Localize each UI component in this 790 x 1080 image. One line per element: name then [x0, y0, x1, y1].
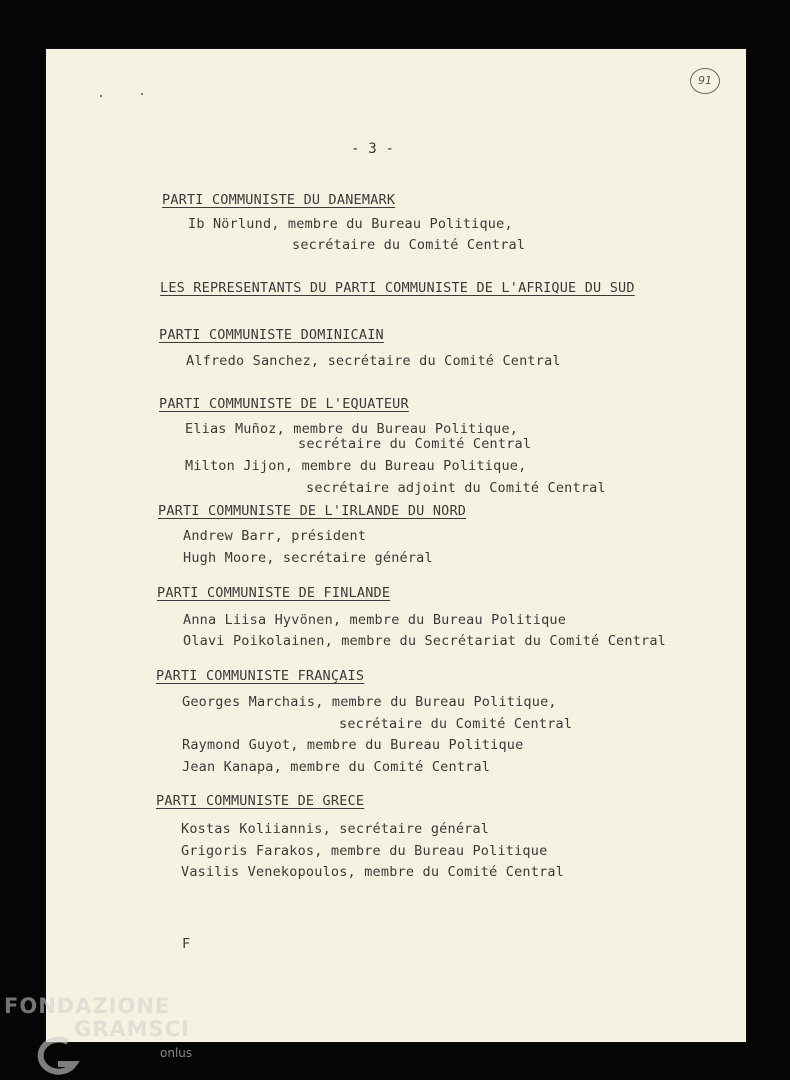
member-line: Georges Marchais, membre du Bureau Politique, [182, 694, 557, 710]
watermark-foundation: FONDAZIONE [4, 994, 171, 1018]
document-page [46, 49, 746, 1042]
member-line: Andrew Barr, président [183, 528, 367, 544]
member-line: Milton Jijon, membre du Bureau Politique, [185, 458, 527, 474]
member-line: Anna Liisa Hyvönen, membre du Bureau Politique [183, 612, 567, 628]
member-line: Jean Kanapa, membre du Comité Central [182, 759, 491, 775]
member-line: secrétaire du Comité Central [298, 436, 532, 452]
party-heading: PARTI COMMUNISTE DE FINLANDE [157, 585, 391, 601]
member-line: Raymond Guyot, membre du Bureau Politique [182, 737, 524, 753]
watermark-logo-icon [30, 1034, 86, 1076]
member-line: Elias Muñoz, membre du Bureau Politique, [185, 421, 519, 437]
member-line: Olavi Poikolainen, membre du Secrétariat du Comité Central [183, 633, 667, 649]
member-line: secrétaire adjoint du Comité Central [306, 480, 606, 496]
member-line: Grigoris Farakos, membre du Bureau Politique [181, 843, 548, 859]
member-line: Alfredo Sanchez, secrétaire du Comité Central [186, 353, 561, 369]
archive-stamp: 91 [690, 68, 720, 94]
member-line: Kostas Koliiannis, secrétaire général [181, 821, 490, 837]
party-heading: PARTI COMMUNISTE DE GRECE [156, 793, 365, 809]
member-line: Ib Nörlund, membre du Bureau Politique, [188, 216, 513, 232]
party-heading: LES REPRESENTANTS DU PARTI COMMUNISTE DE L'AFRIQUE DU SUD [160, 280, 635, 296]
member-line: Hugh Moore, secrétaire général [183, 550, 433, 566]
page-number: - 3 - [351, 141, 395, 157]
party-heading: PARTI COMMUNISTE DE L'EQUATEUR [159, 396, 409, 412]
footer-letter: F [182, 936, 191, 952]
party-heading: PARTI COMMUNISTE DU DANEMARK [162, 192, 396, 208]
member-line: secrétaire du Comité Central [292, 237, 526, 253]
watermark-name: GRAMSCI [74, 1017, 190, 1041]
member-line: secrétaire du Comité Central [339, 716, 573, 732]
party-heading: PARTI COMMUNISTE DOMINICAIN [159, 327, 384, 343]
party-heading: PARTI COMMUNISTE DE L'IRLANDE DU NORD [158, 503, 467, 519]
watermark-onlus: onlus [160, 1046, 193, 1060]
party-heading: PARTI COMMUNISTE FRANÇAIS [156, 668, 365, 684]
paper-mark [100, 95, 102, 97]
paper-mark [141, 93, 143, 95]
member-line: Vasilis Venekopoulos, membre du Comité Central [181, 864, 565, 880]
